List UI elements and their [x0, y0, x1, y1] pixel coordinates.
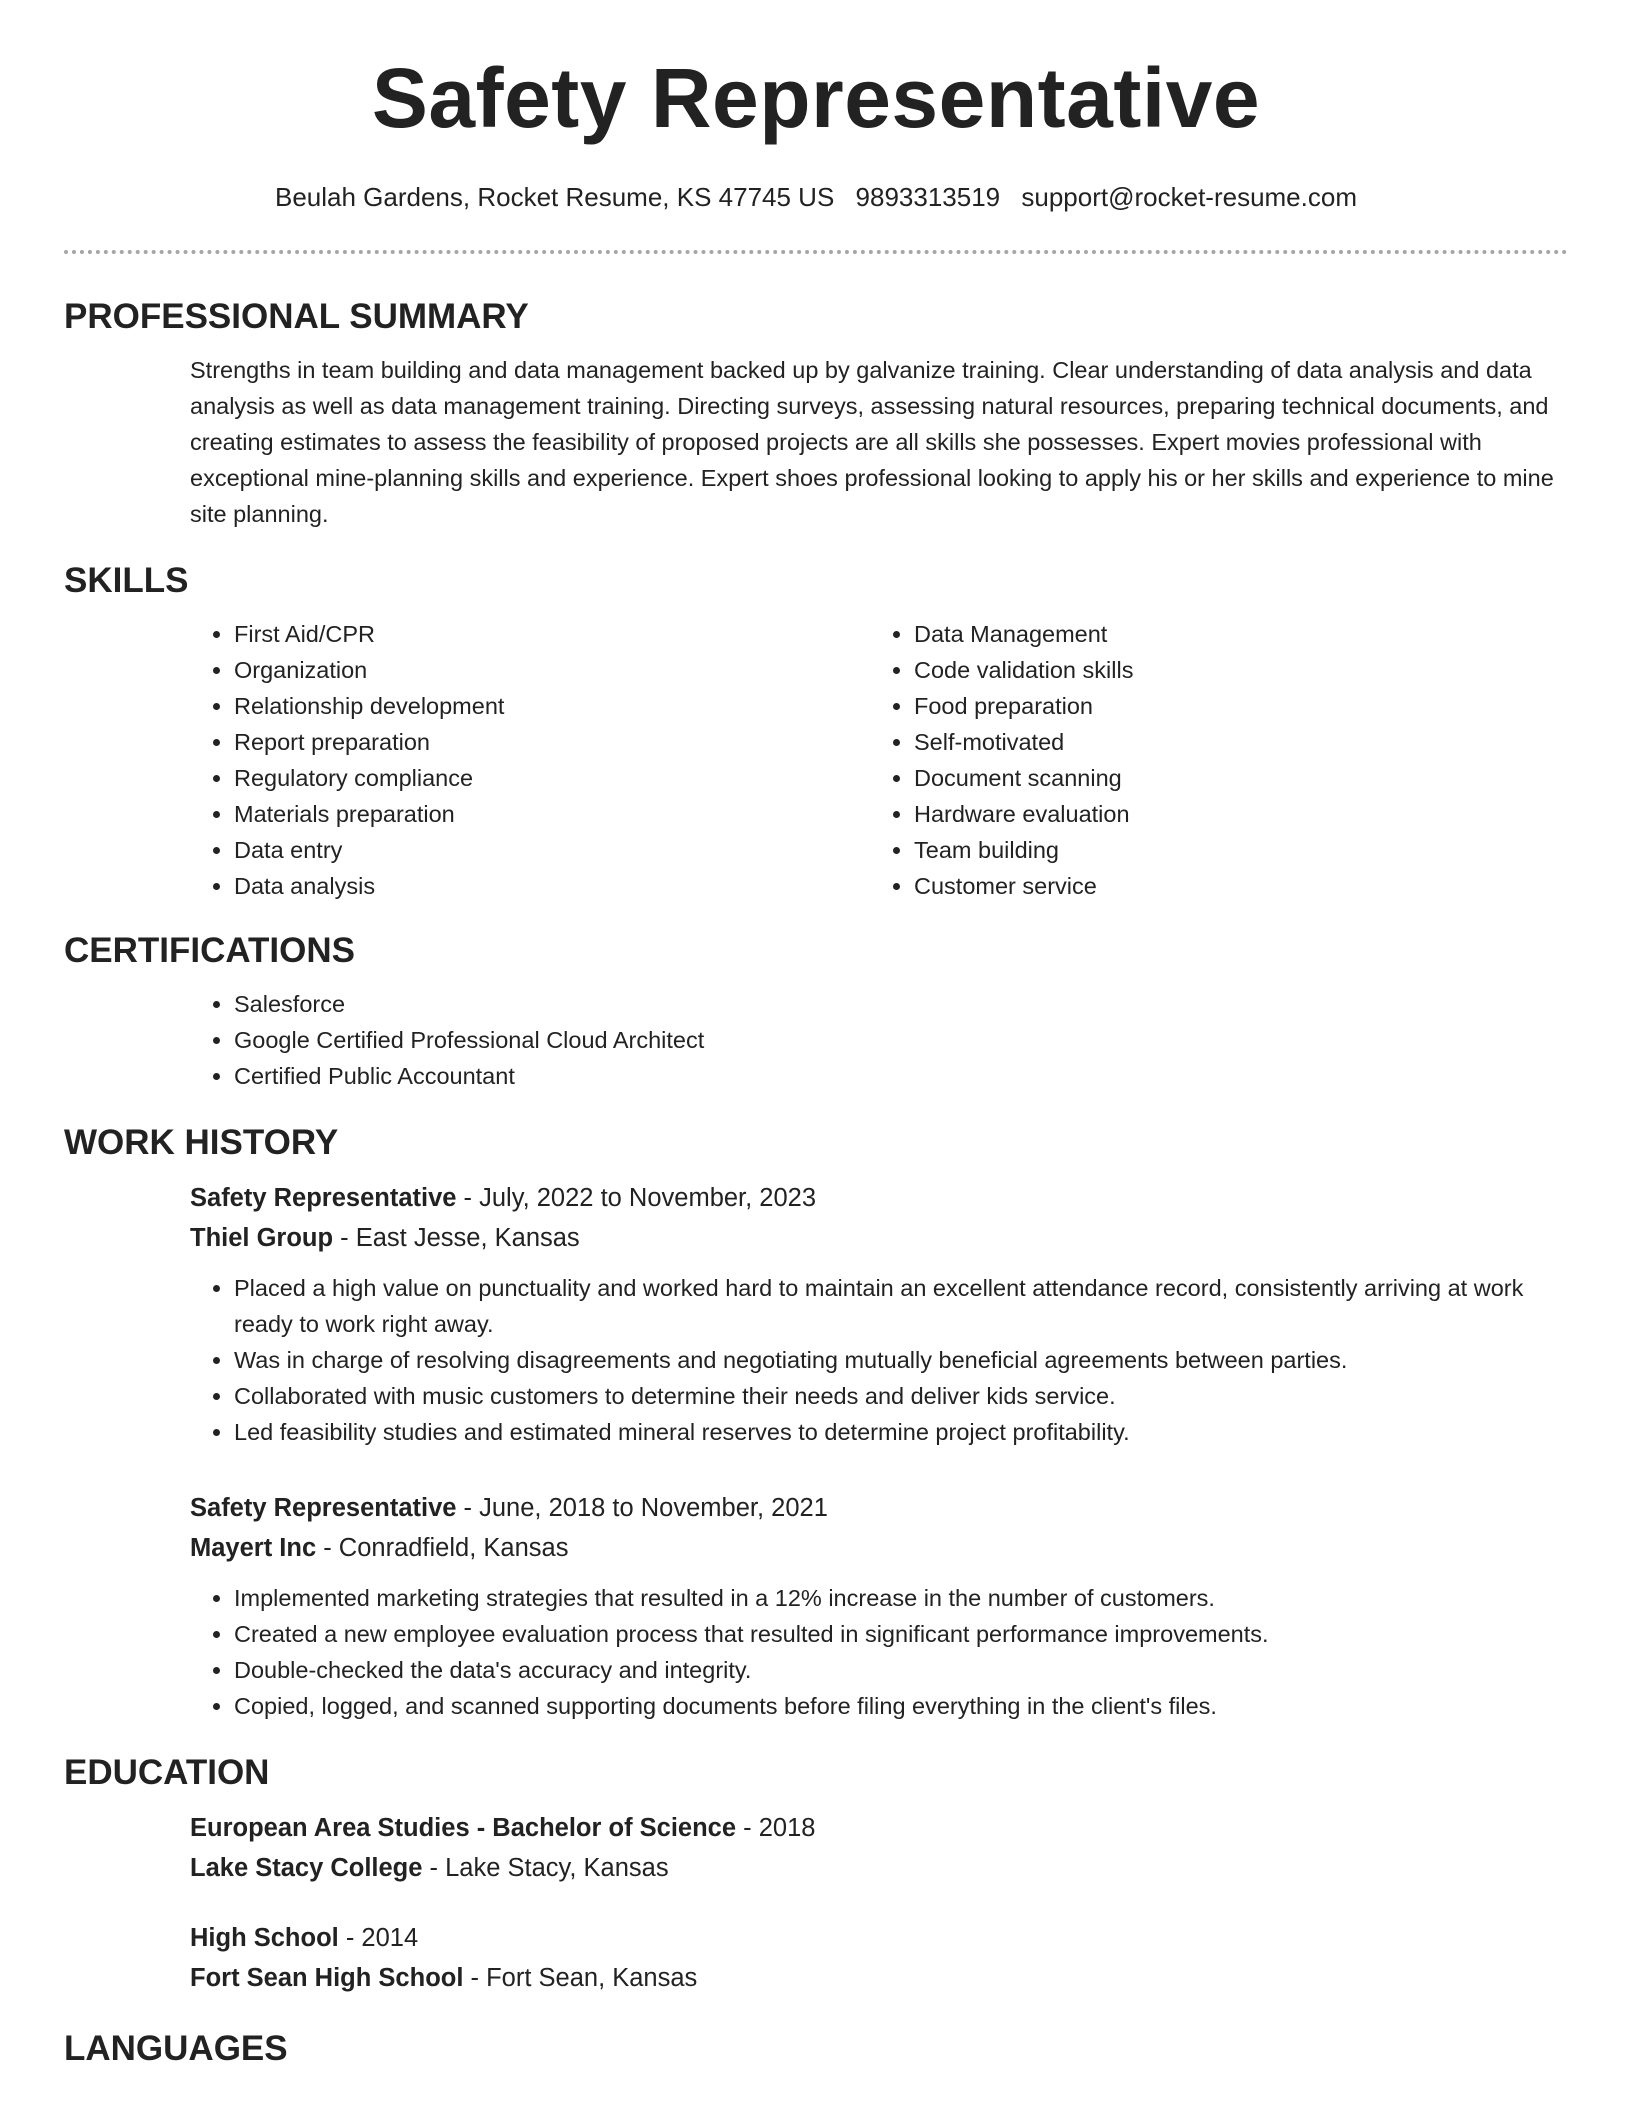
- job-entry: [190, 1178, 1568, 1450]
- certifications-heading: CERTIFICATIONS: [64, 931, 356, 970]
- job-company-line: [190, 1528, 1568, 1568]
- skills-heading: SKILLS: [64, 561, 189, 600]
- job-company: Thiel Group: [190, 1224, 334, 1252]
- certifications-list: [190, 986, 1568, 1094]
- job-bullet: • Created a new employee evaluation process that resulted in significant performance improvements.: [234, 1616, 1568, 1652]
- skill-item: • Regulatory compliance: [234, 760, 870, 796]
- skill-item: • Self-motivated: [914, 724, 1550, 760]
- work-history-section: [64, 1122, 1568, 1724]
- skills-list-left: [190, 616, 870, 904]
- job-company-line: [190, 1218, 1568, 1258]
- skill-item: • Document scanning: [914, 760, 1550, 796]
- skill-item: • Customer service: [914, 868, 1550, 904]
- education-location: - Fort Sean, Kansas: [463, 1964, 698, 1992]
- job-bullet: • Was in charge of resolving disagreements and negotiating mutually beneficial agreements between parties.: [234, 1342, 1568, 1378]
- job-bullet: • Led feasibility studies and estimated mineral reserves to determine project profitability.: [234, 1414, 1568, 1450]
- skill-item: • Data entry: [234, 832, 870, 868]
- job-entry: [190, 1488, 1568, 1724]
- skills-list-right: [870, 616, 1550, 904]
- education-school: Lake Stacy College: [190, 1854, 423, 1882]
- certifications-section: [64, 930, 1568, 1094]
- summary-text: Strengths in team building and data management backed up by galvanize training. Clear understanding of data analysis and data analysis as well as data management training. Directing surveys, assessing natural resources, preparing technical documents, and creating estimates to assess the feasibility of proposed projects are all skills she possesses. Expert movies professional with exceptional mine-planning skills and experience. Expert shoes professional looking to apply his or her skills and experience to mine site planning.: [190, 357, 1554, 527]
- job-title-line: [190, 1488, 1568, 1528]
- job-company: Mayert Inc: [190, 1534, 317, 1562]
- job-dates: - June, 2018 to November, 2021: [456, 1494, 828, 1522]
- skill-item: • Food preparation: [914, 688, 1550, 724]
- skill-item: • Organization: [234, 652, 870, 688]
- certification-item: • Google Certified Professional Cloud Architect: [234, 1022, 1568, 1058]
- job-bullets: [190, 1580, 1568, 1724]
- job-bullet: • Implemented marketing strategies that resulted in a 12% increase in the number of customers.: [234, 1580, 1568, 1616]
- education-year: - 2018: [736, 1814, 816, 1842]
- education-degree-line: [190, 1808, 1568, 1848]
- job-role: Safety Representative: [190, 1494, 457, 1522]
- job-role: Safety Representative: [190, 1184, 457, 1212]
- skill-item: • Hardware evaluation: [914, 796, 1550, 832]
- education-location: - Lake Stacy, Kansas: [422, 1854, 669, 1882]
- skill-item: • Code validation skills: [914, 652, 1550, 688]
- resume-content: [64, 296, 1568, 2084]
- education-school-line: [190, 1848, 1568, 1888]
- job-location: - Conradfield, Kansas: [316, 1534, 569, 1562]
- job-title-line: [190, 1178, 1568, 1218]
- education-degree: High School: [190, 1924, 339, 1952]
- education-school-line: [190, 1958, 1568, 1998]
- skills-section: [64, 560, 1568, 904]
- summary-heading: PROFESSIONAL SUMMARY: [64, 297, 529, 336]
- skill-item: • Materials preparation: [234, 796, 870, 832]
- education-year: - 2014: [338, 1924, 419, 1952]
- education-heading: EDUCATION: [64, 1753, 270, 1792]
- education-degree-line: [190, 1918, 1568, 1958]
- contact-email: support@rocket-resume.com: [1021, 182, 1357, 212]
- education-degree: European Area Studies - Bachelor of Science: [190, 1814, 737, 1842]
- job-bullet: • Double-checked the data's accuracy and integrity.: [234, 1652, 1568, 1688]
- contact-phone: 9893313519: [855, 182, 1001, 212]
- education-entry: [190, 1918, 1568, 1998]
- education-section: [64, 1752, 1568, 1998]
- education-school: Fort Sean High School: [190, 1964, 464, 1992]
- candidate-name: Safety Representative: [371, 51, 1261, 145]
- work-history-heading: WORK HISTORY: [64, 1123, 339, 1162]
- job-dates: - July, 2022 to November, 2023: [456, 1184, 817, 1212]
- contact-address: Beulah Gardens, Rocket Resume, KS 47745 US: [274, 182, 835, 212]
- skill-item: • Data analysis: [234, 868, 870, 904]
- skill-item: • Team building: [914, 832, 1550, 868]
- job-bullet: • Collaborated with music customers to determine their needs and deliver kids service.: [234, 1378, 1568, 1414]
- certification-item: • Certified Public Accountant: [234, 1058, 1568, 1094]
- job-bullet: • Copied, logged, and scanned supporting documents before filing everything in the client's files.: [234, 1688, 1568, 1724]
- job-location: - East Jesse, Kansas: [333, 1224, 580, 1252]
- skill-item: • First Aid/CPR: [234, 616, 870, 652]
- summary-section: [64, 296, 1568, 532]
- skill-item: • Relationship development: [234, 688, 870, 724]
- skill-item: • Data Management: [914, 616, 1550, 652]
- contact-line: [0, 182, 1632, 213]
- languages-section: [64, 2028, 1568, 2070]
- header-divider: [64, 250, 1568, 254]
- certification-item: • Salesforce: [234, 986, 1568, 1022]
- job-bullet: • Placed a high value on punctuality and worked hard to maintain an excellent attendance record, consistently arriving at work ready to work right away.: [234, 1270, 1568, 1342]
- job-bullets: [190, 1270, 1568, 1450]
- languages-heading: LANGUAGES: [64, 2029, 288, 2068]
- skill-item: • Report preparation: [234, 724, 870, 760]
- education-entry: [190, 1808, 1568, 1888]
